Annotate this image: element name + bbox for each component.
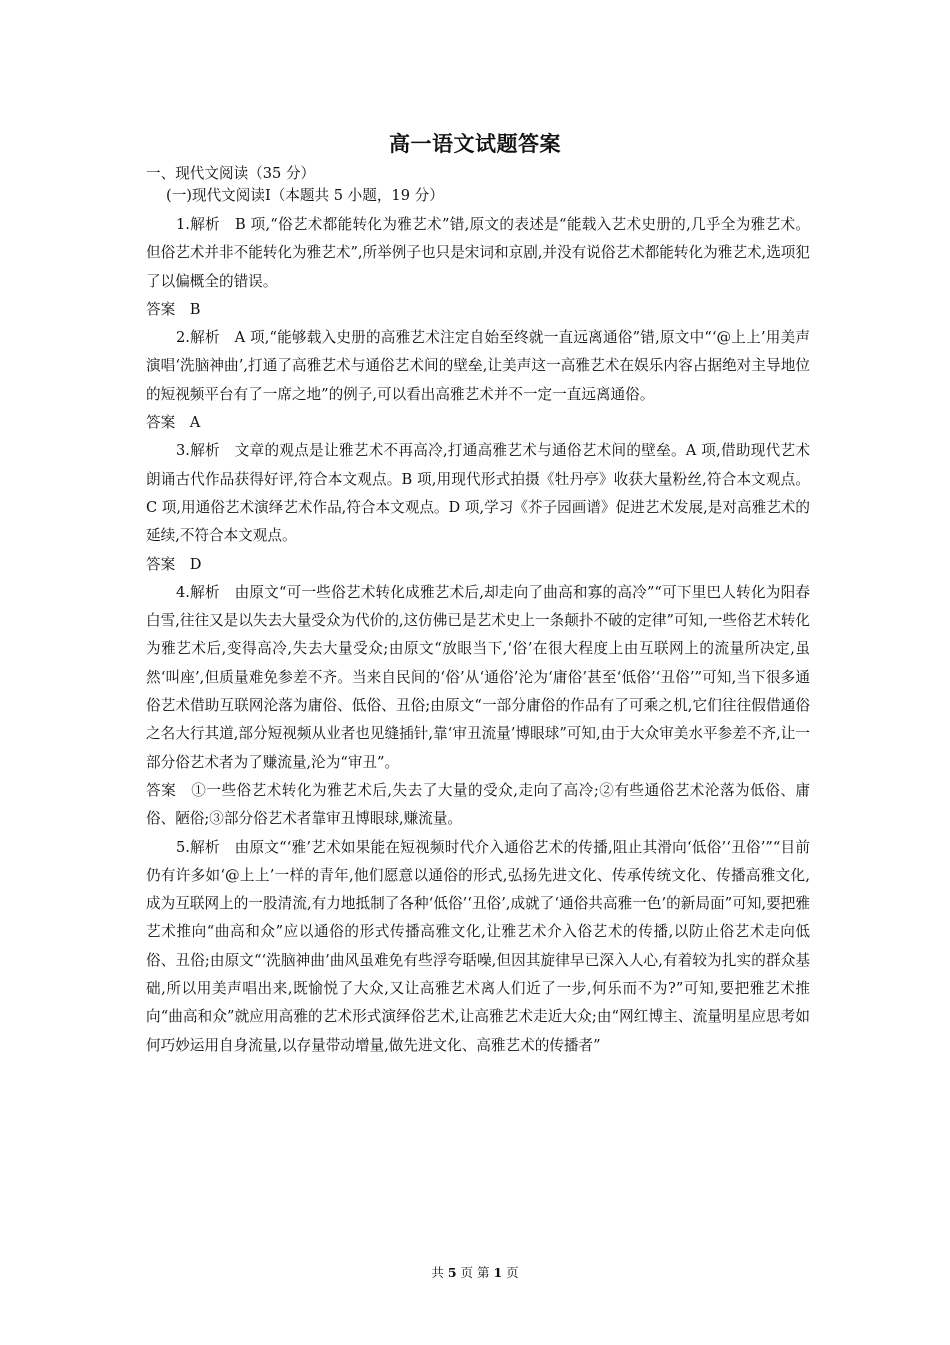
footer-current-page: 1 <box>493 1265 503 1280</box>
question-3-answer: 答案 D <box>146 555 202 573</box>
question-2-answer: 答案 A <box>146 414 201 432</box>
question-1-analysis: 1.解析 B 项,“俗艺术都能转化为雅艺术”错,原文的表述是“能载入艺术史册的,几乎全为雅艺术。但俗艺术并非不能转化为雅艺术”,所举例子也只是宋词和京剧,并没有说俗艺术都能转化为雅艺术,选项犯了以偏概全的错误。 <box>146 216 810 290</box>
footer-total-prefix: 共 <box>431 1265 444 1280</box>
page-footer <box>0 1263 950 1281</box>
question-4-answer: 答案 ①一些俗艺术转化为雅艺术后,失去了大量的受众,走向了高冷;②有些通俗艺术沦落为低俗、庸俗、陋俗;③部分俗艺术者靠审丑博眼球,赚流量。 <box>146 781 810 828</box>
question-5-analysis: 5.解析 由原文“‘雅’艺术如果能在短视频时代介入通俗艺术的传播,阻止其滑向‘低俗’‘丑俗’”“目前仍有许多如‘@上上’一样的青年,他们愿意以通俗的形式,弘扬先进文化、传承传统文化、传播高雅文化,成为互联网上的一股清流,有力地抵制了各种‘低俗’‘丑俗’,成就了‘通俗共高雅一色’的新局面”可知,要把雅艺术推向“曲高和众”应以通俗的形式传播高雅文化,让雅艺术介入俗艺术的传播,以防止俗艺术走向低俗、丑俗;由原文“‘洗脑神曲’曲风虽难免有些浮夸聒噪,但因其旋律早已深入人心,有着较为扎实的群众基础,所以用美声唱出来,既愉悦了大众,又让高雅艺术离人们近了一步,何乐而不为?”可知,要把雅艺术推向“曲高和众”就应用高雅的艺术形式演绎俗艺术,让高雅艺术走近大众;由“网红博主、流量明星应思考如何巧妙运用自身流量,以存量带动增量,做先进文化、高雅艺术的传播者” <box>146 838 810 1054</box>
question-1-answer: 答案 B <box>146 300 201 318</box>
question-2-analysis: 2.解析 A 项,“能够载入史册的高雅艺术注定自始至终就一直远离通俗”错,原文中“‘@上上’用美声演唱‘洗脑神曲’,打通了高雅艺术与通俗艺术间的壁垒,让美声这一高雅艺术在娱乐内容占据绝对主导地位的短视频平台有了一席之地”的例子,可以看出高雅艺术并不一定一直远离通俗。 <box>146 329 810 403</box>
page-title: 高一语文试题答案 <box>389 132 561 156</box>
section-heading: 一、现代文阅读（35 分） <box>146 165 316 182</box>
footer-total-pages: 5 <box>447 1265 457 1280</box>
document-body <box>146 163 810 1060</box>
question-4-analysis: 4.解析 由原文“可一些俗艺术转化成雅艺术后,却走向了曲高和寡的高冷”“可下里巴人转化为阳春白雪,往往又是以失去大量受众为代价的,这仿佛已是艺术史上一条颠扑不破的定律”可知,一些俗艺术转化为雅艺术后,变得高冷,失去大量受众;由原文“放眼当下,‘俗’在很大程度上由互联网上的流量所决定,虽然‘叫座’,但质量难免参差不齐。当来自民间的‘俗’从‘通俗’沦为‘庸俗’甚至‘低俗’‘丑俗’”可知,当下很多通俗艺术借助互联网沦落为庸俗、低俗、丑俗;由原文“一部分庸俗的作品有了可乘之机,它们往往假借通俗之名大行其道,部分短视频从业者也见缝插针,靠‘审丑流量’博眼球”可知,由于大众审美水平参差不齐,让一部分俗艺术者为了赚流量,沦为“审丑”。 <box>146 583 810 771</box>
question-3-analysis: 3.解析 文章的观点是让雅艺术不再高冷,打通高雅艺术与通俗艺术间的壁垒。A 项,借助现代艺术朗诵古代作品获得好评,符合本文观点。B 项,用现代形式拍摄《牡丹亭》收获大量粉丝,符合本文观点。C 项,用通俗艺术演绎艺术作品,符合本文观点。D 项,学习《芥子园画谱》促进艺术发展,是对高雅艺术的延续,不符合本文观点。 <box>146 442 810 545</box>
subsection-heading: (一)现代文阅读Ⅰ（本题共 5 小题，19 分） <box>166 187 444 204</box>
footer-current-suffix: 页 <box>506 1265 519 1280</box>
footer-total-suffix: 页 第 <box>460 1265 490 1280</box>
